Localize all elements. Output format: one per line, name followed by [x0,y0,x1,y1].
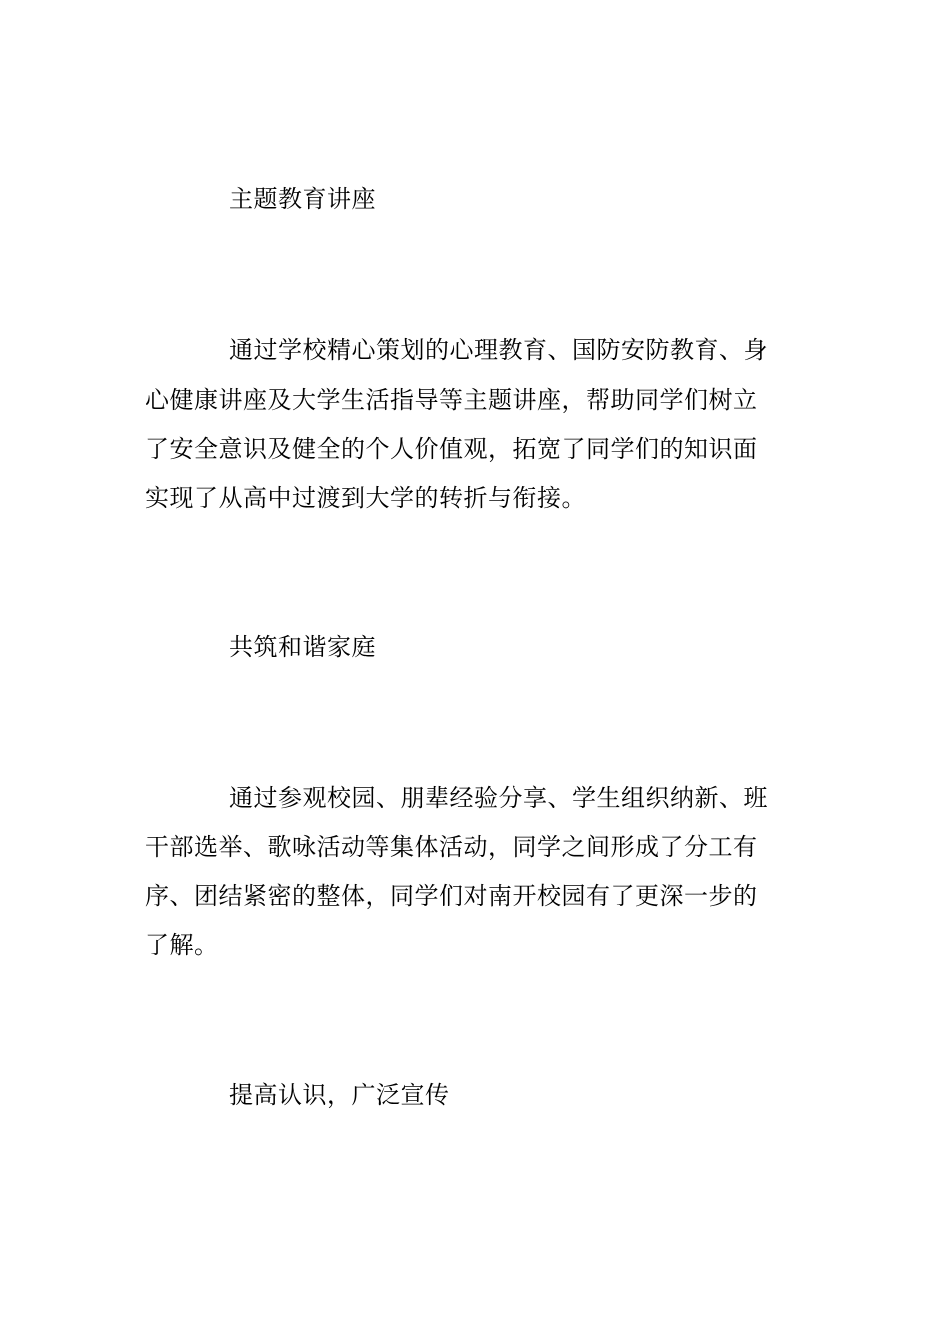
section-heading-2: 共筑和谐家庭 [229,633,376,661]
paragraph-line: 干部选举、歌咏活动等集体活动，同学之间形成了分工有 [145,833,758,861]
paragraph-line: 了解。 [145,931,219,959]
paragraph-line: 通过参观校园、朋辈经验分享、学生组织纳新、班 [229,784,768,812]
section-heading-1: 主题教育讲座 [229,185,376,213]
paragraph-line: 通过学校精心策划的心理教育、国防安防教育、身 [229,336,768,364]
section-heading-3: 提高认识，广泛宣传 [229,1081,450,1109]
paragraph-line: 了安全意识及健全的个人价值观，拓宽了同学们的知识面 [145,435,758,463]
paragraph-line: 实现了从高中过渡到大学的转折与衔接。 [145,484,586,512]
paragraph-line: 心健康讲座及大学生活指导等主题讲座，帮助同学们树立 [145,386,758,414]
paragraph-line: 序、团结紧密的整体，同学们对南开校园有了更深一步的 [145,882,758,910]
